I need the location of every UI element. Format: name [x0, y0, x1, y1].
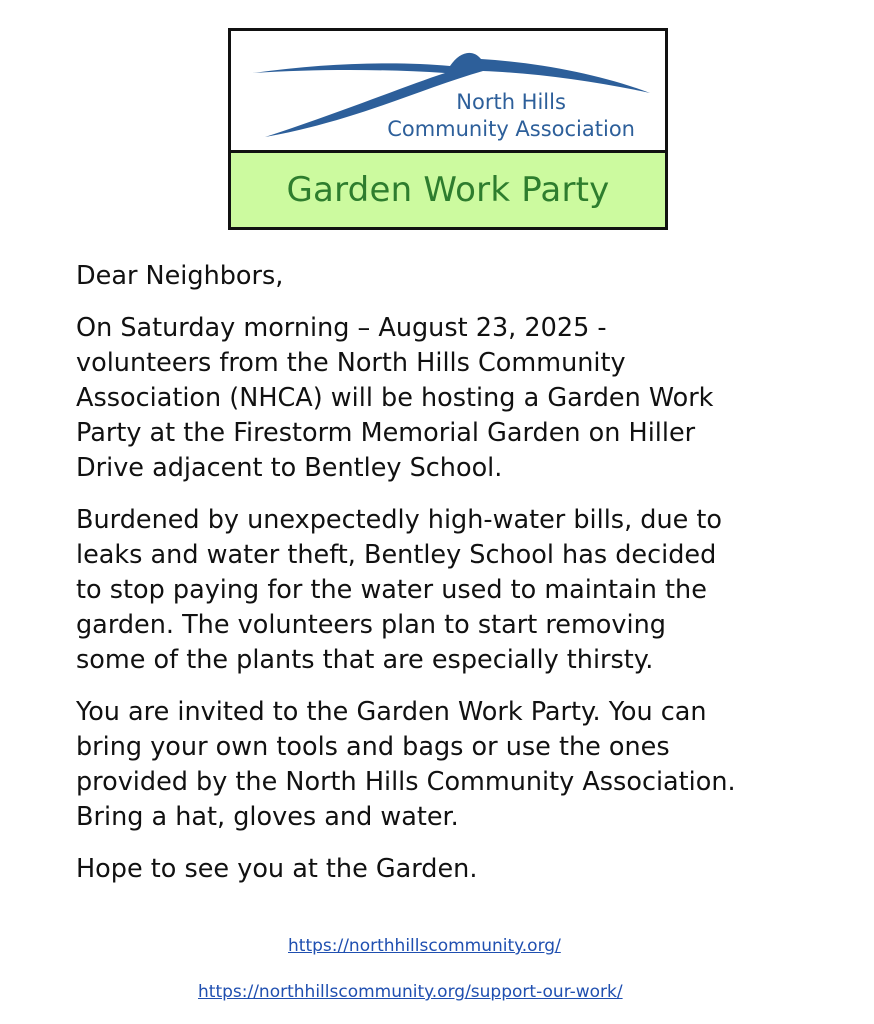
paragraph-line: provided by the North Hills Community Association.	[76, 767, 736, 797]
paragraph-1	[76, 311, 836, 486]
org-name	[387, 89, 635, 143]
paragraph-line: bring your own tools and bags or use the ones	[76, 732, 670, 762]
banner-title: Garden Work Party	[286, 170, 610, 210]
paragraph-2	[76, 503, 836, 678]
paragraph-line: You are invited to the Garden Work Party. You can	[76, 697, 707, 727]
paragraph-line: leaks and water theft, Bentley School has decided	[76, 540, 717, 570]
paragraph-line: Bring a hat, gloves and water.	[76, 802, 459, 832]
logo	[231, 31, 665, 153]
paragraph-line: some of the plants that are especially thirsty.	[76, 645, 654, 675]
paragraph-line: On Saturday morning – August 23, 2025 -	[76, 313, 607, 343]
paragraph-line: to stop paying for the water used to maintain the	[76, 575, 707, 605]
home-link[interactable]: https://northhillscommunity.org/	[288, 936, 561, 956]
org-name-line2: Community Association	[387, 117, 635, 141]
header-box	[228, 28, 668, 230]
org-name-line1: North Hills	[456, 90, 566, 114]
letter-body	[76, 259, 836, 904]
paragraph-line: volunteers from the North Hills Community	[76, 348, 626, 378]
paragraph-line: Burdened by unexpectedly high-water bills, due to	[76, 505, 723, 535]
paragraph-line: Drive adjacent to Bentley School.	[76, 453, 503, 483]
paragraph-3	[76, 695, 836, 835]
paragraph-line: garden. The volunteers plan to start removing	[76, 610, 666, 640]
banner	[231, 153, 665, 227]
support-link[interactable]: https://northhillscommunity.org/support-our-work/	[198, 982, 623, 1002]
paragraph-line: Association (NHCA) will be hosting a Garden Work	[76, 383, 714, 413]
closing: Hope to see you at the Garden.	[76, 854, 478, 884]
greeting: Dear Neighbors,	[76, 261, 284, 291]
paragraph-line: Party at the Firestorm Memorial Garden on Hiller	[76, 418, 696, 448]
